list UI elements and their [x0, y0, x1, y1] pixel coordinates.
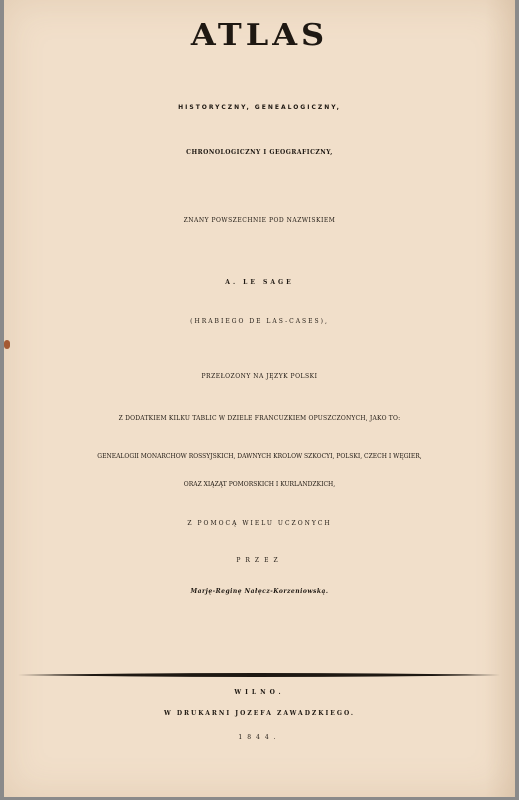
subtitle-line-1: HISTORYCZNY, GENEALOGICZNY,	[178, 104, 341, 111]
imprint-press: W DRUKARNI JÓZEFA ZAWADZKIEGO.	[164, 710, 355, 717]
dukes-line: ORAZ XIĄŻĄT POMORSKICH I KURLANDZKICH,	[183, 481, 336, 488]
known-as-line: ZNANY POWSZECHNIE POD NAZWISKIEM	[183, 217, 336, 224]
book-title: ATLAS	[190, 17, 329, 53]
subtitle-line-2: CHRONOLOGICZNY I GEOGRAFICZNY,	[186, 149, 333, 156]
help-line: Z POMOCĄ WIELU UCZONYCH	[187, 520, 332, 527]
addition-line: Z DODATKIEM KILKU TABLIC W DZIELE FRANCUZKIÉM OPUSZCZONYCH, JAKO TO:	[118, 415, 401, 422]
author-count-title: (HRABIEGO DE LAS-CASÈS),	[190, 318, 329, 325]
by-line: PRZEZ	[236, 557, 283, 564]
ink-spot	[4, 340, 10, 349]
genealogy-line: GENEALOGII MONARCHÓW ROSSYJSKICH, DAWNYCH KRÓLÓW SZKOCYI, POLSKI, CZECH I WĘGIER,	[97, 453, 422, 460]
imprint-year: 1844.	[238, 734, 281, 741]
author-name: A. LE SAGE	[225, 279, 294, 286]
decorative-rule	[18, 672, 500, 678]
translator-name: Marję-Reginę Nałęcz-Korzeniowską.	[190, 588, 329, 595]
imprint-city: WILNO.	[234, 689, 285, 696]
title-page	[4, 0, 515, 797]
translation-line: PRZEŁOŻONY NA JĘZYK POLSKI	[201, 373, 318, 380]
